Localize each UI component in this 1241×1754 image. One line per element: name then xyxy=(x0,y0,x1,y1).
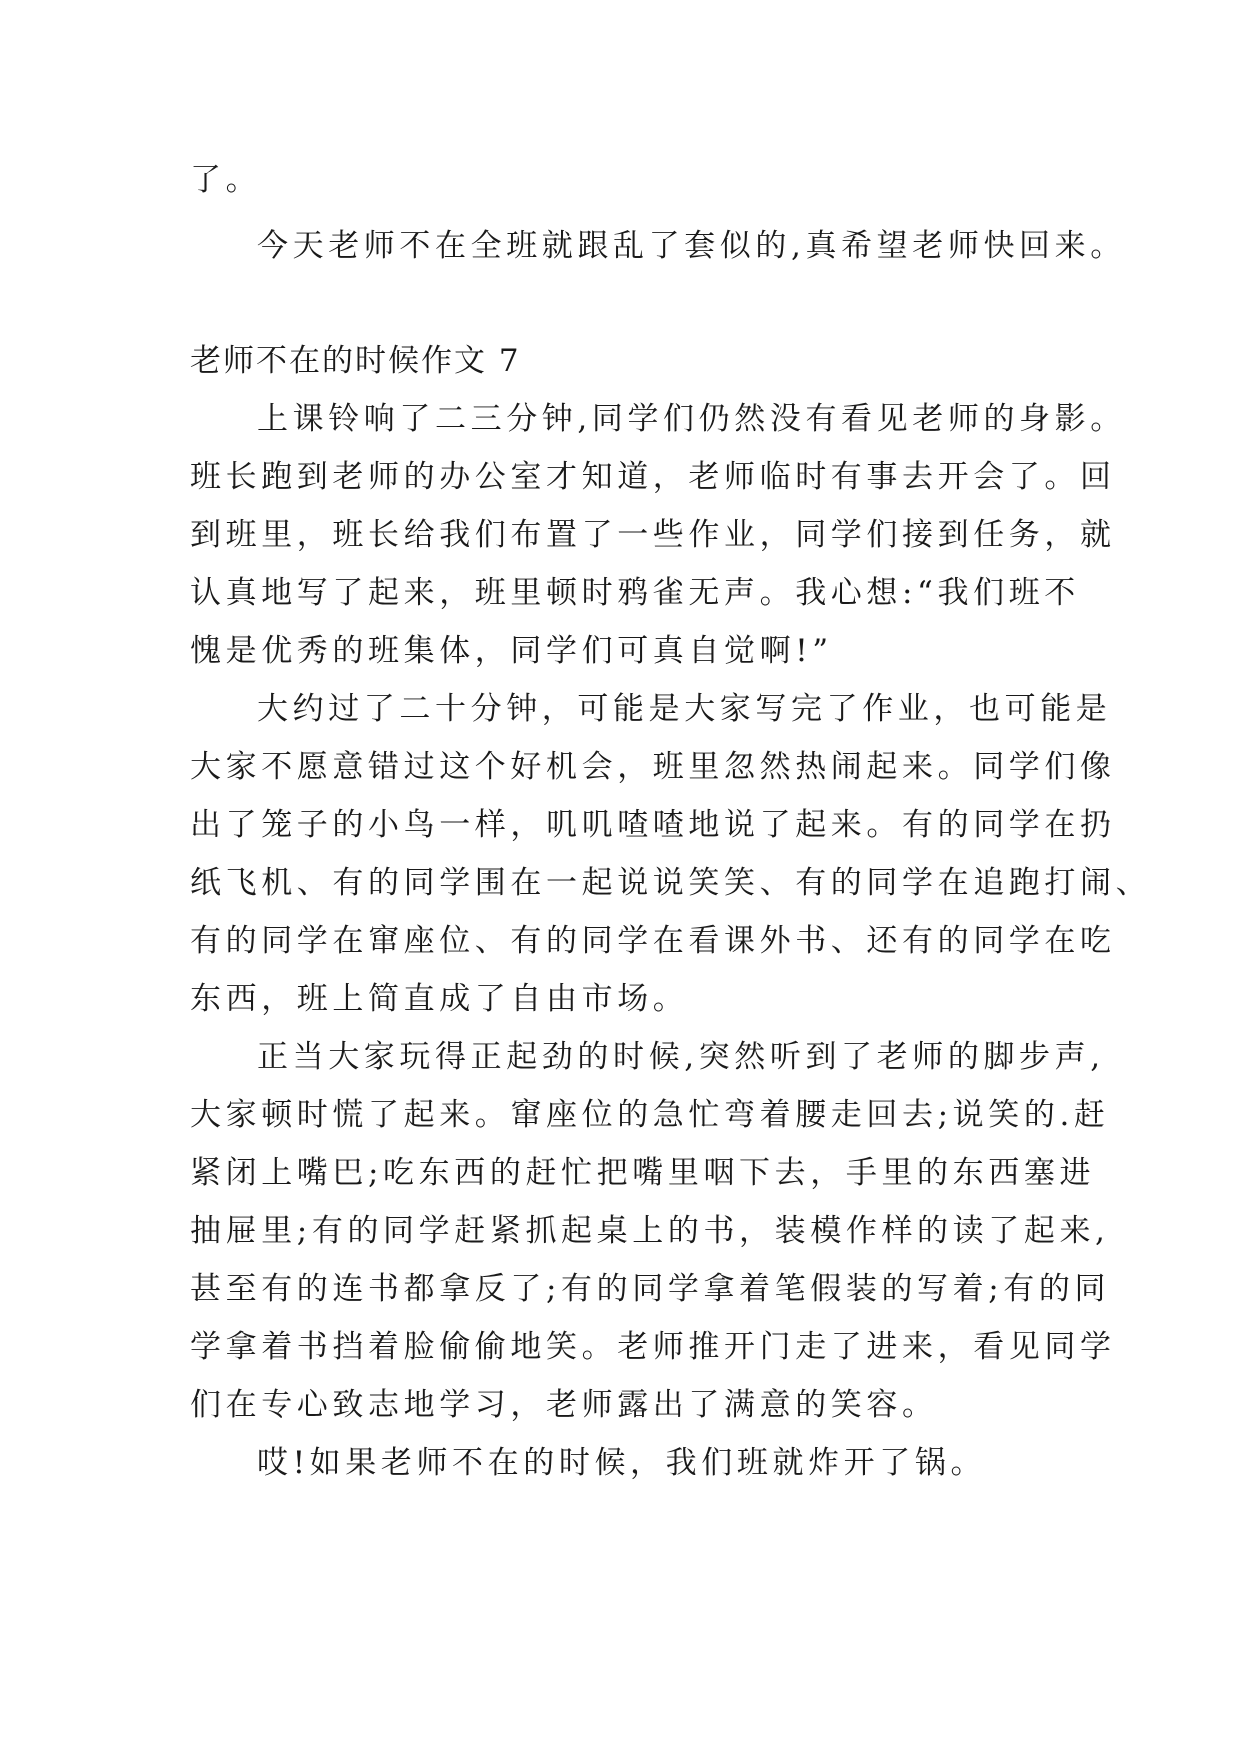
text-line: 大约过了二十分钟，可能是大家写完了作业，也可能是 xyxy=(257,691,1112,727)
text-line: 哎!如果老师不在的时候，我们班就炸开了锅。 xyxy=(257,1445,987,1481)
text-line: 甚至有的连书都拿反了;有的同学拿着笔假装的写着;有的同 xyxy=(190,1271,1111,1307)
text-line: 认真地写了起来，班里顿时鸦雀无声。我心想:“我们班不 xyxy=(190,575,1080,611)
text-line: 出了笼子的小鸟一样，叽叽喳喳地说了起来。有的同学在扔 xyxy=(190,807,1116,843)
text-line: 班长跑到老师的办公室才知道，老师临时有事去开会了。回 xyxy=(190,459,1116,495)
text-line: 上课铃响了二三分钟,同学们仍然没有看见老师的身影。 xyxy=(257,401,1126,437)
text-line: 正当大家玩得正起劲的时候,突然听到了老师的脚步声, xyxy=(257,1039,1105,1075)
text-line: 抽屉里;有的同学赶紧抓起桌上的书，装模作样的读了起来, xyxy=(190,1213,1110,1249)
text-line: 纸飞机、有的同学围在一起说说笑笑、有的同学在追跑打闹、 xyxy=(190,865,1152,901)
text-line: 了。 xyxy=(190,162,262,198)
text-line: 今天老师不在全班就跟乱了套似的,真希望老师快回来。 xyxy=(257,228,1126,264)
text-line: 有的同学在窜座位、有的同学在看课外书、还有的同学在吃 xyxy=(190,923,1116,959)
section-heading: 老师不在的时候作文 7 xyxy=(190,343,521,379)
text-line: 愧是优秀的班集体，同学们可真自觉啊!” xyxy=(190,633,833,669)
text-line: 学拿着书挡着脸偷偷地笑。老师推开门走了进来，看见同学 xyxy=(190,1329,1116,1365)
text-line: 们在专心致志地学习，老师露出了满意的笑容。 xyxy=(190,1387,938,1423)
text-line: 东西，班上简直成了自由市场。 xyxy=(190,981,689,1017)
text-line: 紧闭上嘴巴;吃东西的赶忙把嘴里咽下去，手里的东西塞进 xyxy=(190,1155,1096,1191)
text-line: 到班里，班长给我们布置了一些作业，同学们接到任务，就 xyxy=(190,517,1116,553)
text-line: 大家顿时慌了起来。窜座位的急忙弯着腰走回去;说笑的.赶 xyxy=(190,1097,1110,1133)
text-line: 大家不愿意错过这个好机会，班里忽然热闹起来。同学们像 xyxy=(190,749,1116,785)
